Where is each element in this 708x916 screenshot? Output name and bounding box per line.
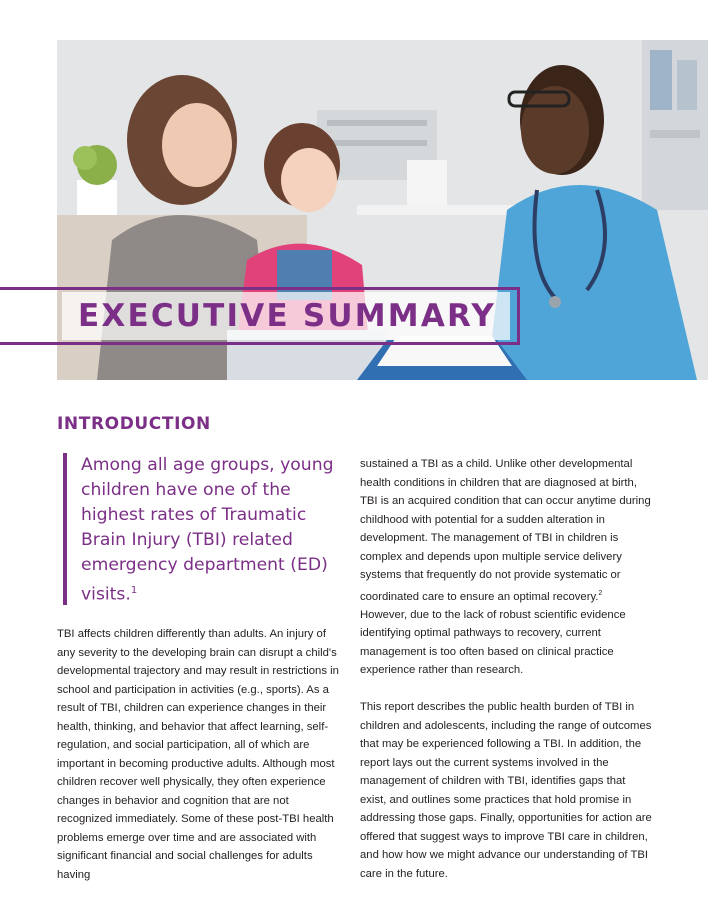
right-column-paragraph-1 [360,455,652,680]
right-column [360,455,652,883]
paragraph-text: However, due to the lack of robust scientific evidence identifying optimal pathways to recovery, current management is too often based on clinical practice experience rather than research. [360,608,626,677]
left-column [57,625,347,884]
pull-quote-text: Among all age groups, young children have one of the highest rates of Traumatic Brain Injury (TBI) related emergency department (ED) visits. [81,455,334,605]
page-title: EXECUTIVE SUMMARY [78,298,497,334]
left-column-paragraph: TBI affects children differently than adults. An injury of any severity to the developing brain can disrupt a child's developmental trajectory and may result in restrictions in school and participation in activities (e.g., sports). As a result of TBI, children can experience changes in their health, thinking, and behavior that affect learning, self-regulation, and social participation, all of which are important in becoming productive adults. Although most children recover well physically, they often experience changes in behavior and cognition that are not recognized immediately. Some of these post-TBI health problems emerge over time and are associated with significant financial and social challenges for adults having [57,628,339,881]
footnote-ref-1: 1 [130,585,138,596]
right-column-paragraph-2: This report describes the public health burden of TBI in children and adolescents, including the range of outcomes that may be experienced following a TBI. In addition, the report lays out the current systems involved in the management of children with TBI, identifies gaps that exist, and outlines some practices that hold promise in addressing those gaps. Finally, opportunities for action are offered that suggest ways to improve TBI care in children, and how how we might advance our understanding of TBI care in the future. [360,701,652,880]
banner [62,292,510,340]
section-heading-introduction: INTRODUCTION [57,414,211,434]
pull-quote [63,453,343,605]
paragraph-text: sustained a TBI as a child. Unlike other developmental health conditions in children that are diagnosed at birth, TBI is an acquired condition that can occur anytime during childhood with potential for a sudden alteration in development. The management of TBI in children is complex and depends upon multiple service delivery systems that frequently do not provide systematic or coordinated care to ensure an optimal recovery. [360,458,651,603]
footnote-ref-2: 2 [598,589,603,597]
